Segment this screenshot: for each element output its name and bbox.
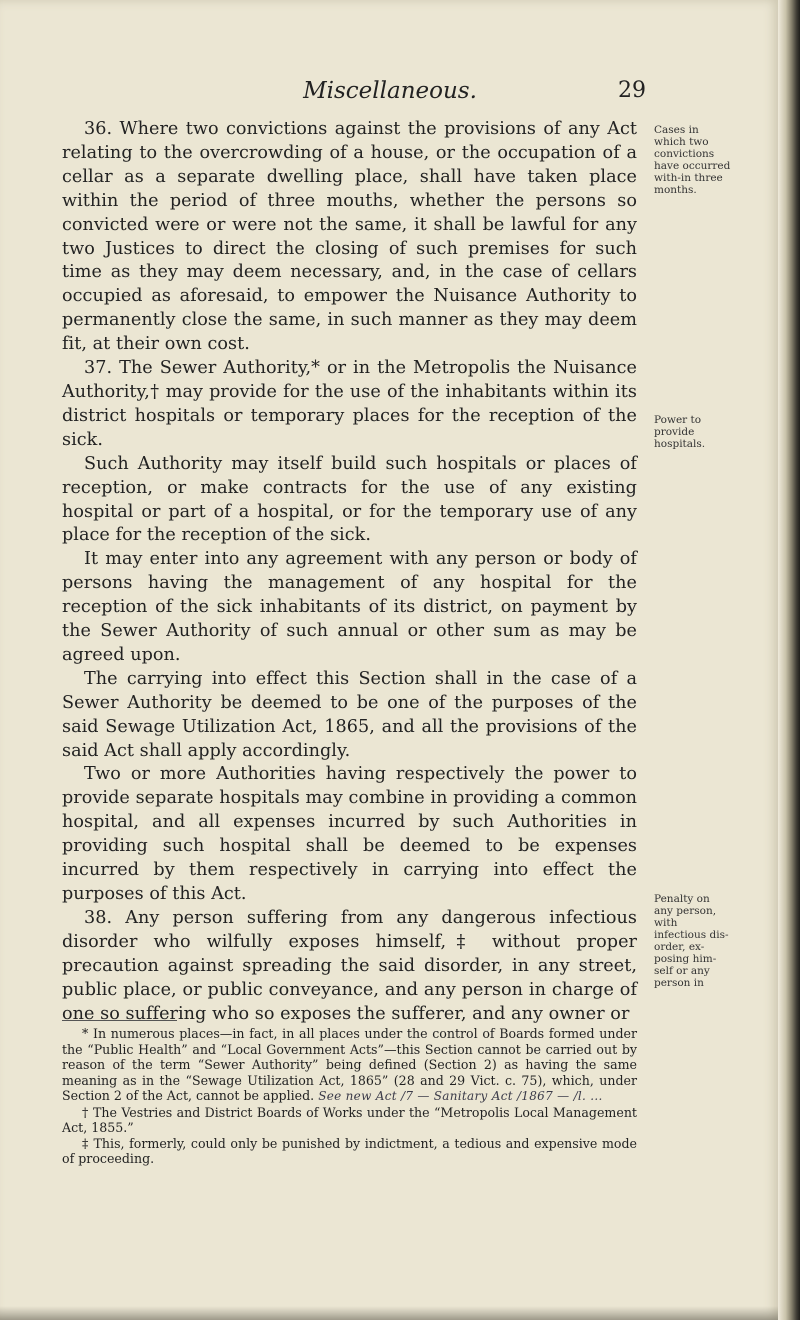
marginal-note-38: Penalty on any person, with infectious dis-order, ex-posing him-self or any person in bbox=[654, 893, 729, 989]
section-37-paragraph-3: It may enter into any agreement with any person or body of persons having the management of any hospital for the reception of the sick inhabitants of its district, on payment by the Sewer Authority of such annual or other sum as may be agreed upon. bbox=[62, 549, 637, 665]
book-spine-edge bbox=[778, 0, 800, 1320]
marginal-note-37: Power to provide hospitals. bbox=[654, 414, 706, 450]
section-38-paragraph: 38. Any person suffering from any dangerous infectious disorder who wilfully exposes himself,‡ without proper precaution against spreading the said disorder, in any street, public place, or public conveyance, and any person in charge of one so suffering who so exposes the sufferer, and any owner or bbox=[62, 907, 637, 1024]
section-37-paragraph-4: The carrying into effect this Section shall in the case of a Sewer Authority be deemed to be one of the purposes of the said Sewage Utilization Act, 1865, and all the provisions of the said Act shall apply accordingly. bbox=[62, 668, 637, 761]
section-36-paragraph: 36. Where two convictions against the provisions of any Act relating to the overcrowding of a house, or the occupation of a cellar as a separate dwelling place, shall have taken place within the period of three mouths, whether the persons so convicted were or were not the same, it shall be lawful for any two Justices to direct the closing of such premises for such time as they may deem necessary, and, in the case of cellars occupied as aforesaid, to empower the Nuisance Authority to permanently close the same, in such manner as they may deem fit, at their own cost. bbox=[62, 119, 637, 355]
handwritten-annotation: See new Act /7 — Sanitary Act /1867 — /l. ... bbox=[318, 1089, 603, 1103]
marginal-note-36: Cases in which two convictions have occurred with-in three months. bbox=[654, 124, 731, 196]
footnotes bbox=[62, 1026, 637, 1167]
section-37-paragraph-1: 37. The Sewer Authority,* or in the Metropolis the Nuisance Authority,† may provide for the use of the inhabitants within its district hospitals or temporary places for the reception of the sick. bbox=[62, 358, 637, 450]
section-37-paragraph-5: Two or more Authorities having respectively the power to provide separate hospitals may combine in providing a common hospital, and all expenses incurred by such Authorities in providing such hospital shall be deemed to be expenses incurred by them respectively in carrying into effect the purposes of this Act. bbox=[62, 764, 637, 904]
page-bottom-shadow bbox=[0, 1306, 780, 1320]
footnote-asterisk-text: * In numerous places—in fact, in all places under the control of Boards formed under the “Public Health” and “Local Government Acts”—this Section cannot be carried out by reason of the term “Sewer Authority” being defined (Section 2) as having the same meaning as in the “Sewage Utilization Act, 1865” (28 and 29 Vict. c. 75), which, under Section 2 of the Act, cannot be applied. bbox=[62, 1026, 637, 1103]
page-number: 29 bbox=[618, 78, 646, 103]
page-header bbox=[0, 78, 780, 108]
footnote-double-dagger: ‡ This, formerly, could only be punished by indictment, a tedious and expensive mode of proceeding. bbox=[62, 1135, 637, 1166]
footnote-asterisk bbox=[62, 1026, 637, 1105]
section-37-paragraph-2: Such Authority may itself build such hospitals or places of reception, or make contracts for the use of any existing hospital or part of a hospital, or for the temporary use of any place for the reception of the sick. bbox=[62, 453, 637, 546]
running-head: Miscellaneous. bbox=[303, 78, 477, 104]
footnote-dagger: † The Vestries and District Boards of Works under the “Metropolis Local Management Act, 1855.” bbox=[62, 1104, 637, 1135]
footnote-rule bbox=[62, 1020, 177, 1021]
body-text bbox=[62, 118, 637, 1026]
